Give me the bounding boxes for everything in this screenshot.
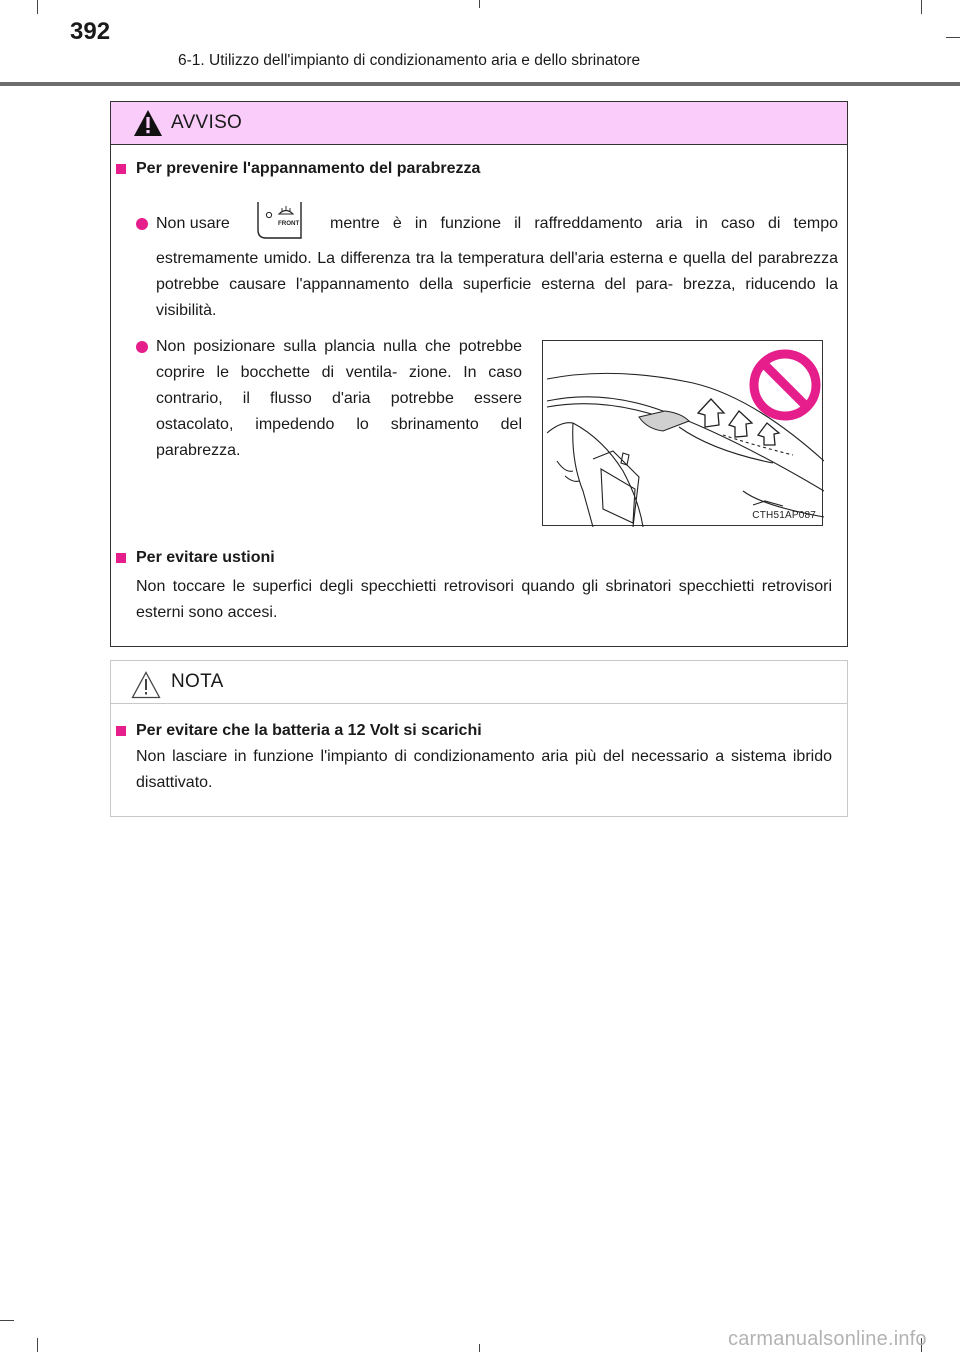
watermark: carmanualsonline.info: [728, 1328, 927, 1350]
section-bullet: [116, 726, 126, 736]
crop-mark: [37, 1338, 38, 1352]
list-bullet: [136, 218, 148, 230]
dashboard-drawing: [543, 341, 824, 527]
illustration-code: CTH51AP087: [752, 510, 816, 521]
crop-mark: [479, 1344, 480, 1352]
battery-body: Non lasciare in funzione l'impianto di condizionamento aria più del necessario a sistema ibrido disattivato.: [136, 748, 832, 791]
note-label: NOTA: [171, 671, 224, 692]
header-rule: [0, 82, 960, 86]
caution-triangle-icon: [131, 671, 161, 699]
prohibition-icon: [754, 354, 816, 416]
page-header: [0, 0, 960, 90]
burns-body: Non toccare le superfici degli specchietti retrovisori quando gli sbrinatori specchietti retrovisori esterni sono accesi.: [136, 578, 832, 621]
note-header: [111, 661, 847, 704]
dashboard-illustration: [542, 340, 823, 526]
warning-header: [111, 102, 847, 145]
section-title: 6-1. Utilizzo dell'impianto di condizionamento aria e dello sbrinatore: [178, 52, 641, 69]
section-bullet: [116, 553, 126, 563]
section-bullet: [116, 164, 126, 174]
list-bullet: [136, 341, 148, 353]
front-defroster-button-icon: [255, 200, 303, 240]
item2-body: Non posizionare sulla plancia nulla che potrebbe coprire le bocchette di ventila- zione. In caso contrario, il flusso d'aria potrebbe essere ostacolato, impedendo lo sbrinamento del parabrezza.: [156, 338, 522, 459]
item1-trail: mentre è in funzione il raffreddamento aria in caso di tempo: [330, 215, 838, 232]
section-title-burns: Per evitare ustioni: [136, 549, 275, 566]
section-title-fogging: Per prevenire l'appannamento del parabrezza: [136, 160, 481, 177]
item1-body: estremamente umido. La differenza tra la temperatura dell'aria esterna e quella del parabrezza potrebbe causare l'appannamento della superficie esterna del para- brezza, riducendo la visibilità.: [156, 250, 838, 319]
page-number: 392: [70, 18, 111, 45]
button-front-label: FRONT: [278, 220, 300, 227]
section-title-battery: Per evitare che la batteria a 12 Volt si scarichi: [136, 722, 482, 739]
crop-mark: [0, 1320, 14, 1321]
item1-lead: Non usare: [156, 215, 230, 232]
warning-triangle-icon: [133, 109, 163, 137]
warning-label: AVVISO: [171, 112, 243, 133]
